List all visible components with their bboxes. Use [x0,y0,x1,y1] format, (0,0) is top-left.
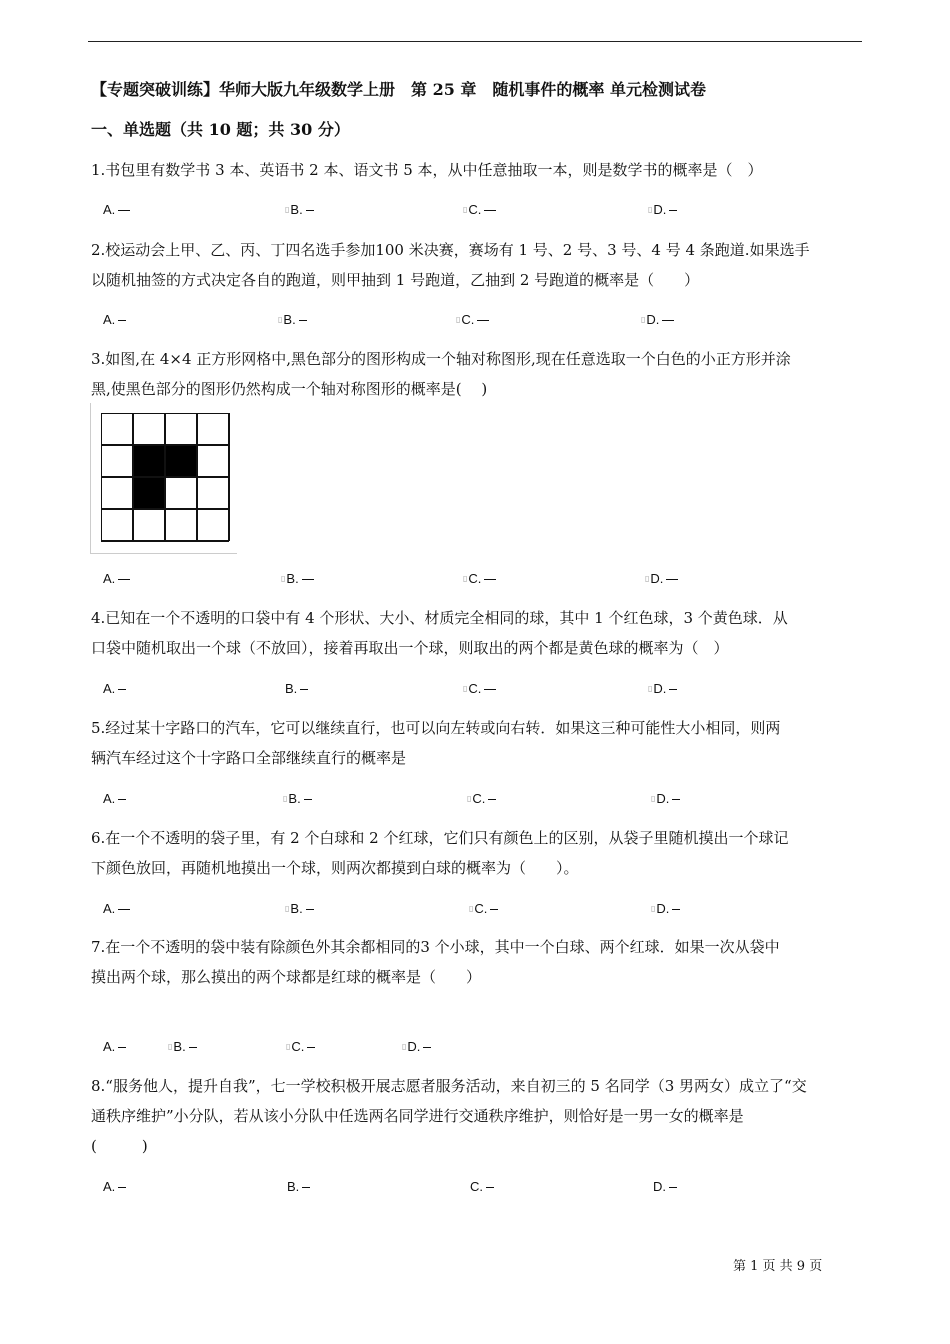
question-8-line-3: ( ) [91,1137,148,1155]
question-5-line-2: 辆汽车经过这个十字路口全部继续直行的概率是 [91,749,407,767]
question-3-line-1: 3.如图,在 4×4 正方形网格中,黑色部分的图形构成一个轴对称图形,现在任意选取一个白色的小正方形并涂 [91,350,791,368]
header-rule [88,41,862,42]
grid-figure [101,413,233,545]
question-8-line-2: 通秩序维护”小分队，若从该小分队中任选两名同学进行交通秩序维护，则恰好是一男一女的概率是 [91,1107,744,1125]
question-2-line-1: 2.校运动会上甲、乙、丙、丁四名选手参加100 米决赛，赛场有 1 号、2 号、3 号、4 号 4 条跑道.如果选手 [91,241,810,259]
q8-option-a[interactable]: A. [103,1178,126,1196]
q4-option-a[interactable]: A. [103,680,126,698]
question-1-line-1: 1.书包里有数学书 3 本、英语书 2 本、语文书 5 本，从中任意抽取一本，则是数学书的概率是（ ） [91,161,763,179]
q7-option-b[interactable]: ▯B. [168,1038,197,1056]
question-8-line-1: 8.“服务他人，提升自我”，七一学校积极开展志愿者服务活动，来自初三的 5 名同学（3 男两女）成立了“交 [91,1077,807,1095]
q8-option-d[interactable]: D. [653,1178,677,1196]
q6-option-c[interactable]: ▯C. [469,900,498,918]
question-7-line-2: 摸出两个球，那么摸出的两个球都是红球的概率是（ ） [91,968,482,986]
q4-option-d[interactable]: ▯D. [648,680,677,698]
q2-option-d[interactable]: ▯D. [641,311,674,329]
q7-option-d[interactable]: ▯D. [402,1038,431,1056]
q5-option-b[interactable]: ▯B. [283,790,312,808]
q4-option-c[interactable]: ▯C. [463,680,496,698]
grid-cell-black [165,445,197,477]
section-heading: 一、单选题（共 10 题；共 30 分） [91,120,350,139]
q3-option-c[interactable]: ▯C. [463,570,496,588]
question-6-line-2: 下颜色放回，再随机地摸出一个球，则两次都摸到白球的概率为（ ）。 [91,859,579,877]
q6-option-b[interactable]: ▯B. [285,900,314,918]
grid-cell-black [133,445,165,477]
q6-option-d[interactable]: ▯D. [651,900,680,918]
question-3-line-2: 黑,使黑色部分的图形仍然构成一个轴对称图形的概率是( ) [91,380,488,398]
q8-option-c[interactable]: C. [470,1178,494,1196]
q8-option-b[interactable]: B. [287,1178,310,1196]
q1-option-c[interactable]: ▯C. [463,201,496,219]
q4-option-b[interactable]: B. [285,680,308,698]
question-6-line-1: 6.在一个不透明的袋子里，有 2 个白球和 2 个红球，它们只有颜色上的区别，从袋子里随机摸出一个球记 [91,829,789,847]
q2-option-a[interactable]: A. [103,311,126,329]
q1-option-a[interactable]: A. [103,201,130,219]
q3-option-d[interactable]: ▯D. [645,570,678,588]
q7-option-a[interactable]: A. [103,1038,126,1056]
question-4-line-2: 口袋中随机取出一个球（不放回），接着再取出一个球，则取出的两个都是黄色球的概率为（ ） [91,639,729,657]
q3-option-b[interactable]: ▯B. [281,570,314,588]
page-number: 第 1 页 共 9 页 [733,1259,823,1274]
page-title: 【专题突破训练】华师大版九年级数学上册 第 25 章 随机事件的概率 单元检测试卷 [91,80,706,99]
q2-option-b[interactable]: ▯B. [278,311,307,329]
q5-option-c[interactable]: ▯C. [467,790,496,808]
question-7-line-1: 7.在一个不透明的袋中装有除颜色外其余都相同的3 个小球，其中一个白球、两个红球．如果一次从袋中 [91,938,780,956]
q2-option-c[interactable]: ▯C. [456,311,489,329]
q1-option-d[interactable]: ▯D. [648,201,677,219]
grid-cell-black [133,477,165,509]
q3-option-a[interactable]: A. [103,570,130,588]
question-5-line-1: 5.经过某十字路口的汽车，它可以继续直行，也可以向左转或向右转．如果这三种可能性大小相同，则两 [91,719,781,737]
q5-option-d[interactable]: ▯D. [651,790,680,808]
q6-option-a[interactable]: A. [103,900,130,918]
question-4-line-1: 4.已知在一个不透明的口袋中有 4 个形状、大小、材质完全相同的球，其中 1 个红色球，3 个黄色球．从 [91,609,788,627]
question-2-line-2: 以随机抽签的方式决定各自的跑道，则甲抽到 1 号跑道，乙抽到 2 号跑道的概率是（ ） [91,271,700,289]
q7-option-c[interactable]: ▯C. [286,1038,315,1056]
q5-option-a[interactable]: A. [103,790,126,808]
q1-option-b[interactable]: ▯B. [285,201,314,219]
